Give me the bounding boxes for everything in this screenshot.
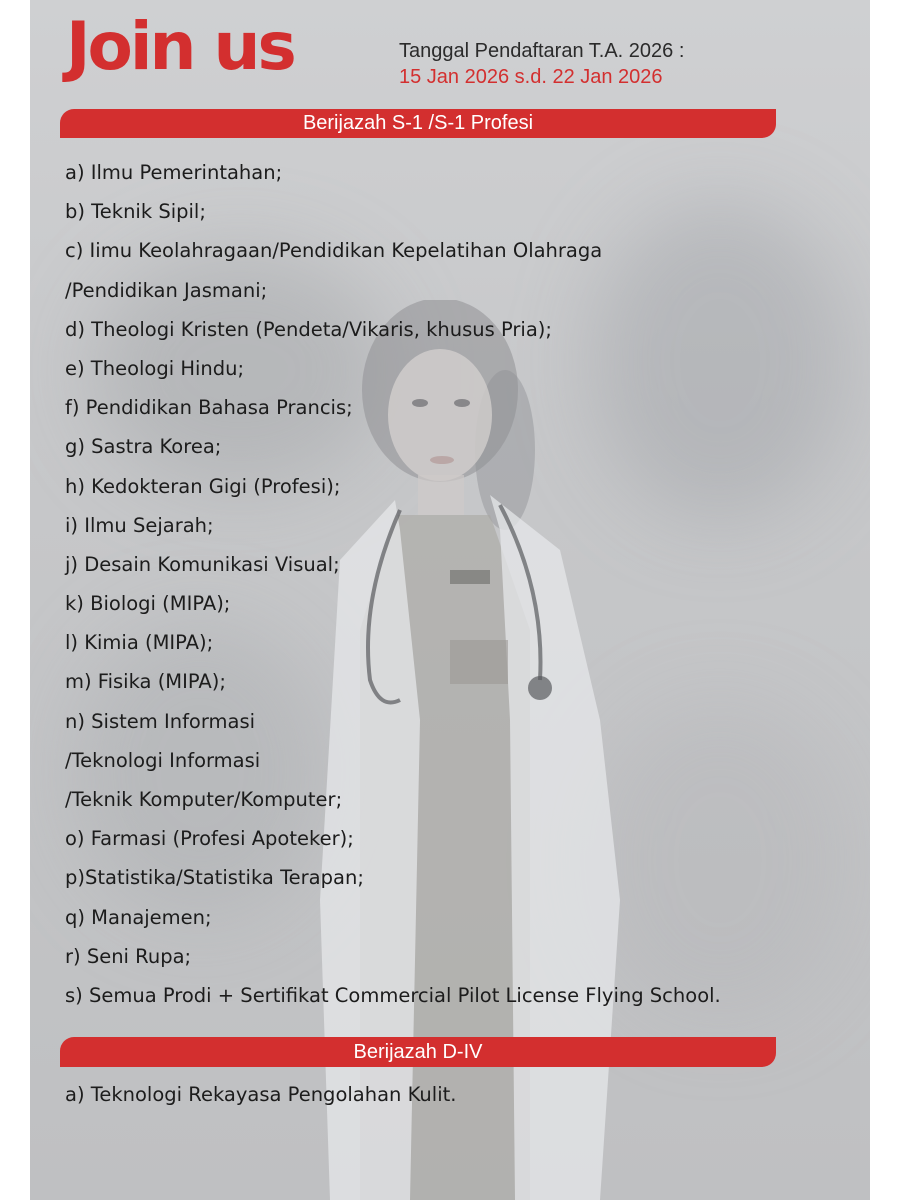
list-item: c) Iimu Keolahragaan/Pendidikan Kepelatihan Olahraga: [65, 239, 603, 263]
list-item: i) Ilmu Sejarah;: [65, 513, 214, 537]
list-item: h) Kedokteran Gigi (Profesi);: [65, 474, 341, 498]
list-item: k) Biologi (MIPA);: [65, 592, 231, 616]
program-list-s1: [65, 153, 721, 1015]
page-title: Join us: [66, 8, 294, 85]
list-item: p)Statistika/Statistika Terapan;: [65, 866, 364, 890]
list-item: d) Theologi Kristen (Pendeta/Vikaris, khusus Pria);: [65, 317, 552, 341]
list-item: r) Seni Rupa;: [65, 944, 192, 968]
list-item: n) Sistem Informasi: [65, 709, 256, 733]
list-item: l) Kimia (MIPA);: [65, 631, 214, 655]
list-item: e) Theologi Hindu;: [65, 356, 245, 380]
section-heading-d4: Berijazah D-IV: [60, 1037, 776, 1067]
registration-dates: 15 Jan 2026 s.d. 22 Jan 2026: [399, 66, 663, 88]
list-item: s) Semua Prodi + Sertifikat Commercial Pilot License Flying School.: [65, 983, 721, 1007]
list-item: o) Farmasi (Profesi Apoteker);: [65, 827, 354, 851]
list-item: f) Pendidikan Bahasa Prancis;: [65, 396, 353, 420]
list-item: m) Fisika (MIPA);: [65, 670, 226, 694]
section-heading-s1: Berijazah S-1 /S-1 Profesi: [60, 109, 776, 138]
list-item: g) Sastra Korea;: [65, 435, 222, 459]
list-item: q) Manajemen;: [65, 905, 212, 929]
list-item: /Teknologi Informasi: [65, 748, 261, 772]
list-item: /Teknik Komputer/Komputer;: [65, 788, 343, 811]
list-item: /Pendidikan Jasmani;: [65, 278, 268, 302]
list-item: a) Teknologi Rekayasa Pengolahan Kulit.: [65, 1083, 457, 1106]
recruitment-poster: [30, 0, 870, 1200]
list-item: j) Desain Komunikasi Visual;: [65, 552, 340, 576]
registration-label: Tanggal Pendaftaran T.A. 2026 :: [399, 40, 685, 62]
list-item: a) Ilmu Pemerintahan;: [65, 161, 283, 184]
list-item: b) Teknik Sipil;: [65, 200, 206, 224]
program-list-d4: [65, 1075, 456, 1114]
